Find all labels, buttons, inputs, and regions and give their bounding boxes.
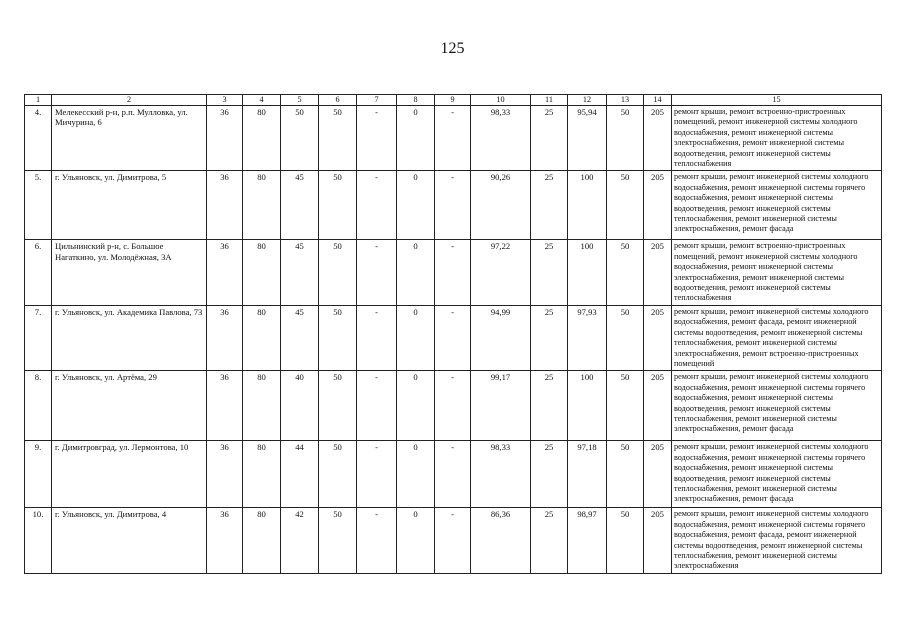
cell-col-13: 50 [607, 441, 644, 508]
cell-col-6: 50 [319, 371, 357, 441]
row-number: 9. [25, 441, 52, 508]
cell-col-8: 0 [397, 171, 435, 240]
cell-col-12: 97,18 [568, 441, 607, 508]
cell-col-8: 0 [397, 106, 435, 171]
row-number: 5. [25, 171, 52, 240]
cell-col-3: 36 [207, 106, 243, 171]
works-cell: ремонт крыши, ремонт инженерной системы холодного водоснабжения, ремонт инженерной системы горячего водоснабжения, ремонт фасада, ремонт инженерной системы водоотведения, ремонт инженерной системы теплоснабжения, ремонт инженерной системы электроснабжения [672, 508, 882, 573]
row-number: 7. [25, 305, 52, 370]
col-header-11: 11 [531, 95, 568, 106]
col-header-7: 7 [357, 95, 397, 106]
cell-col-6: 50 [319, 171, 357, 240]
col-header-9: 9 [435, 95, 471, 106]
cell-col-11: 25 [531, 371, 568, 441]
col-header-5: 5 [281, 95, 319, 106]
cell-col-13: 50 [607, 508, 644, 573]
table-row [25, 305, 882, 370]
works-cell: ремонт крыши, ремонт встроенно-пристроенных помещений, ремонт инженерной системы холодного водоснабжения, ремонт инженерной системы электроснабжения, ремонт инженерной системы водоотведения, ремонт инженерной системы теплоснабжения [672, 106, 882, 171]
col-header-13: 13 [607, 95, 644, 106]
cell-col-7: - [357, 371, 397, 441]
col-header-6: 6 [319, 95, 357, 106]
cell-col-6: 50 [319, 106, 357, 171]
cell-col-3: 36 [207, 305, 243, 370]
cell-col-4: 80 [243, 508, 281, 573]
cell-col-11: 25 [531, 441, 568, 508]
col-header-15: 15 [672, 95, 882, 106]
cell-col-7: - [357, 305, 397, 370]
cell-col-14: 205 [644, 508, 672, 573]
works-cell: ремонт крыши, ремонт инженерной системы холодного водоснабжения, ремонт фасада, ремонт инженерной системы водоотведения, ремонт инженерной системы теплоснабжения, ремонт инженерной системы электроснабжения, ремонт встроенно-пристроенных помещений [672, 305, 882, 370]
cell-col-6: 50 [319, 240, 357, 305]
cell-col-9: - [435, 441, 471, 508]
cell-col-8: 0 [397, 508, 435, 573]
row-number: 10. [25, 508, 52, 573]
cell-col-5: 45 [281, 240, 319, 305]
cell-col-4: 80 [243, 441, 281, 508]
cell-col-10: 86,36 [471, 508, 531, 573]
cell-col-12: 100 [568, 371, 607, 441]
cell-col-10: 99,17 [471, 371, 531, 441]
address-cell: г. Ульяновск, ул. Димитрова, 5 [52, 171, 207, 240]
cell-col-5: 40 [281, 371, 319, 441]
cell-col-6: 50 [319, 305, 357, 370]
cell-col-12: 100 [568, 240, 607, 305]
cell-col-7: - [357, 240, 397, 305]
repair-program-table [24, 94, 882, 574]
col-header-8: 8 [397, 95, 435, 106]
cell-col-6: 50 [319, 508, 357, 573]
cell-col-14: 205 [644, 371, 672, 441]
works-cell: ремонт крыши, ремонт встроенно-пристроенных помещений, ремонт инженерной системы холодного водоснабжения, ремонт инженерной системы электроснабжения, ремонт инженерной системы водоотведения, ремонт инженерной системы теплоснабжения [672, 240, 882, 305]
table-row [25, 106, 882, 171]
table-row [25, 371, 882, 441]
cell-col-12: 97,93 [568, 305, 607, 370]
col-header-10: 10 [471, 95, 531, 106]
cell-col-11: 25 [531, 106, 568, 171]
works-cell: ремонт крыши, ремонт инженерной системы холодного водоснабжения, ремонт инженерной системы горячего водоснабжения, ремонт инженерной системы водоотведения, ремонт инженерной системы теплоснабжения, ремонт инженерной системы электроснабжения, ремонт фасада [672, 371, 882, 441]
works-cell: ремонт крыши, ремонт инженерной системы холодного водоснабжения, ремонт инженерной системы горячего водоснабжения, ремонт инженерной системы водоотведения, ремонт инженерной системы теплоснабжения, ремонт инженерной системы электроснабжения, ремонт фасада [672, 171, 882, 240]
col-header-2: 2 [52, 95, 207, 106]
cell-col-14: 205 [644, 240, 672, 305]
table-row [25, 508, 882, 573]
cell-col-5: 45 [281, 305, 319, 370]
table-row [25, 441, 882, 508]
cell-col-13: 50 [607, 305, 644, 370]
col-header-4: 4 [243, 95, 281, 106]
col-header-3: 3 [207, 95, 243, 106]
row-number: 8. [25, 371, 52, 441]
cell-col-10: 97,22 [471, 240, 531, 305]
cell-col-14: 205 [644, 305, 672, 370]
table-row [25, 171, 882, 240]
cell-col-3: 36 [207, 240, 243, 305]
cell-col-4: 80 [243, 305, 281, 370]
cell-col-8: 0 [397, 305, 435, 370]
cell-col-13: 50 [607, 371, 644, 441]
header-row [25, 95, 882, 106]
address-cell: Цильнинский р-н, с. Большое Нагаткино, ул. Молодёжная, 3А [52, 240, 207, 305]
cell-col-9: - [435, 371, 471, 441]
col-header-12: 12 [568, 95, 607, 106]
cell-col-3: 36 [207, 171, 243, 240]
cell-col-9: - [435, 106, 471, 171]
cell-col-9: - [435, 508, 471, 573]
works-cell: ремонт крыши, ремонт инженерной системы холодного водоснабжения, ремонт инженерной системы горячего водоснабжения, ремонт инженерной системы водоотведения, ремонт инженерной системы теплоснабжения, ремонт инженерной системы электроснабжения, ремонт фасада [672, 441, 882, 508]
cell-col-12: 98,97 [568, 508, 607, 573]
cell-col-7: - [357, 106, 397, 171]
cell-col-13: 50 [607, 171, 644, 240]
address-cell: Мелекесский р-н, р.п. Мулловка, ул. Мичурина, 6 [52, 106, 207, 171]
address-cell: г. Димитровград, ул. Лермонтова, 10 [52, 441, 207, 508]
cell-col-11: 25 [531, 508, 568, 573]
cell-col-5: 45 [281, 171, 319, 240]
cell-col-14: 205 [644, 106, 672, 171]
cell-col-4: 80 [243, 106, 281, 171]
cell-col-7: - [357, 171, 397, 240]
col-header-1: 1 [25, 95, 52, 106]
cell-col-8: 0 [397, 441, 435, 508]
cell-col-8: 0 [397, 240, 435, 305]
cell-col-3: 36 [207, 371, 243, 441]
cell-col-5: 44 [281, 441, 319, 508]
cell-col-9: - [435, 240, 471, 305]
cell-col-10: 98,33 [471, 106, 531, 171]
cell-col-3: 36 [207, 441, 243, 508]
address-cell: г. Ульяновск, ул. Академика Павлова, 73 [52, 305, 207, 370]
cell-col-9: - [435, 171, 471, 240]
cell-col-7: - [357, 508, 397, 573]
cell-col-14: 205 [644, 441, 672, 508]
cell-col-6: 50 [319, 441, 357, 508]
col-header-14: 14 [644, 95, 672, 106]
row-number: 6. [25, 240, 52, 305]
cell-col-13: 50 [607, 106, 644, 171]
page-number: 125 [440, 40, 465, 57]
row-number: 4. [25, 106, 52, 171]
cell-col-11: 25 [531, 240, 568, 305]
cell-col-3: 36 [207, 508, 243, 573]
cell-col-4: 80 [243, 240, 281, 305]
cell-col-7: - [357, 441, 397, 508]
cell-col-11: 25 [531, 305, 568, 370]
cell-col-13: 50 [607, 240, 644, 305]
cell-col-10: 90,26 [471, 171, 531, 240]
cell-col-9: - [435, 305, 471, 370]
cell-col-11: 25 [531, 171, 568, 240]
cell-col-10: 94,99 [471, 305, 531, 370]
address-cell: г. Ульяновск, ул. Артёма, 29 [52, 371, 207, 441]
address-cell: г. Ульяновск, ул. Димитрова, 4 [52, 508, 207, 573]
cell-col-10: 98,33 [471, 441, 531, 508]
cell-col-14: 205 [644, 171, 672, 240]
cell-col-12: 100 [568, 171, 607, 240]
cell-col-12: 95,94 [568, 106, 607, 171]
cell-col-4: 80 [243, 371, 281, 441]
cell-col-8: 0 [397, 371, 435, 441]
repair-program-table-container [24, 94, 881, 574]
table-row [25, 240, 882, 305]
cell-col-4: 80 [243, 171, 281, 240]
cell-col-5: 42 [281, 508, 319, 573]
cell-col-5: 50 [281, 106, 319, 171]
